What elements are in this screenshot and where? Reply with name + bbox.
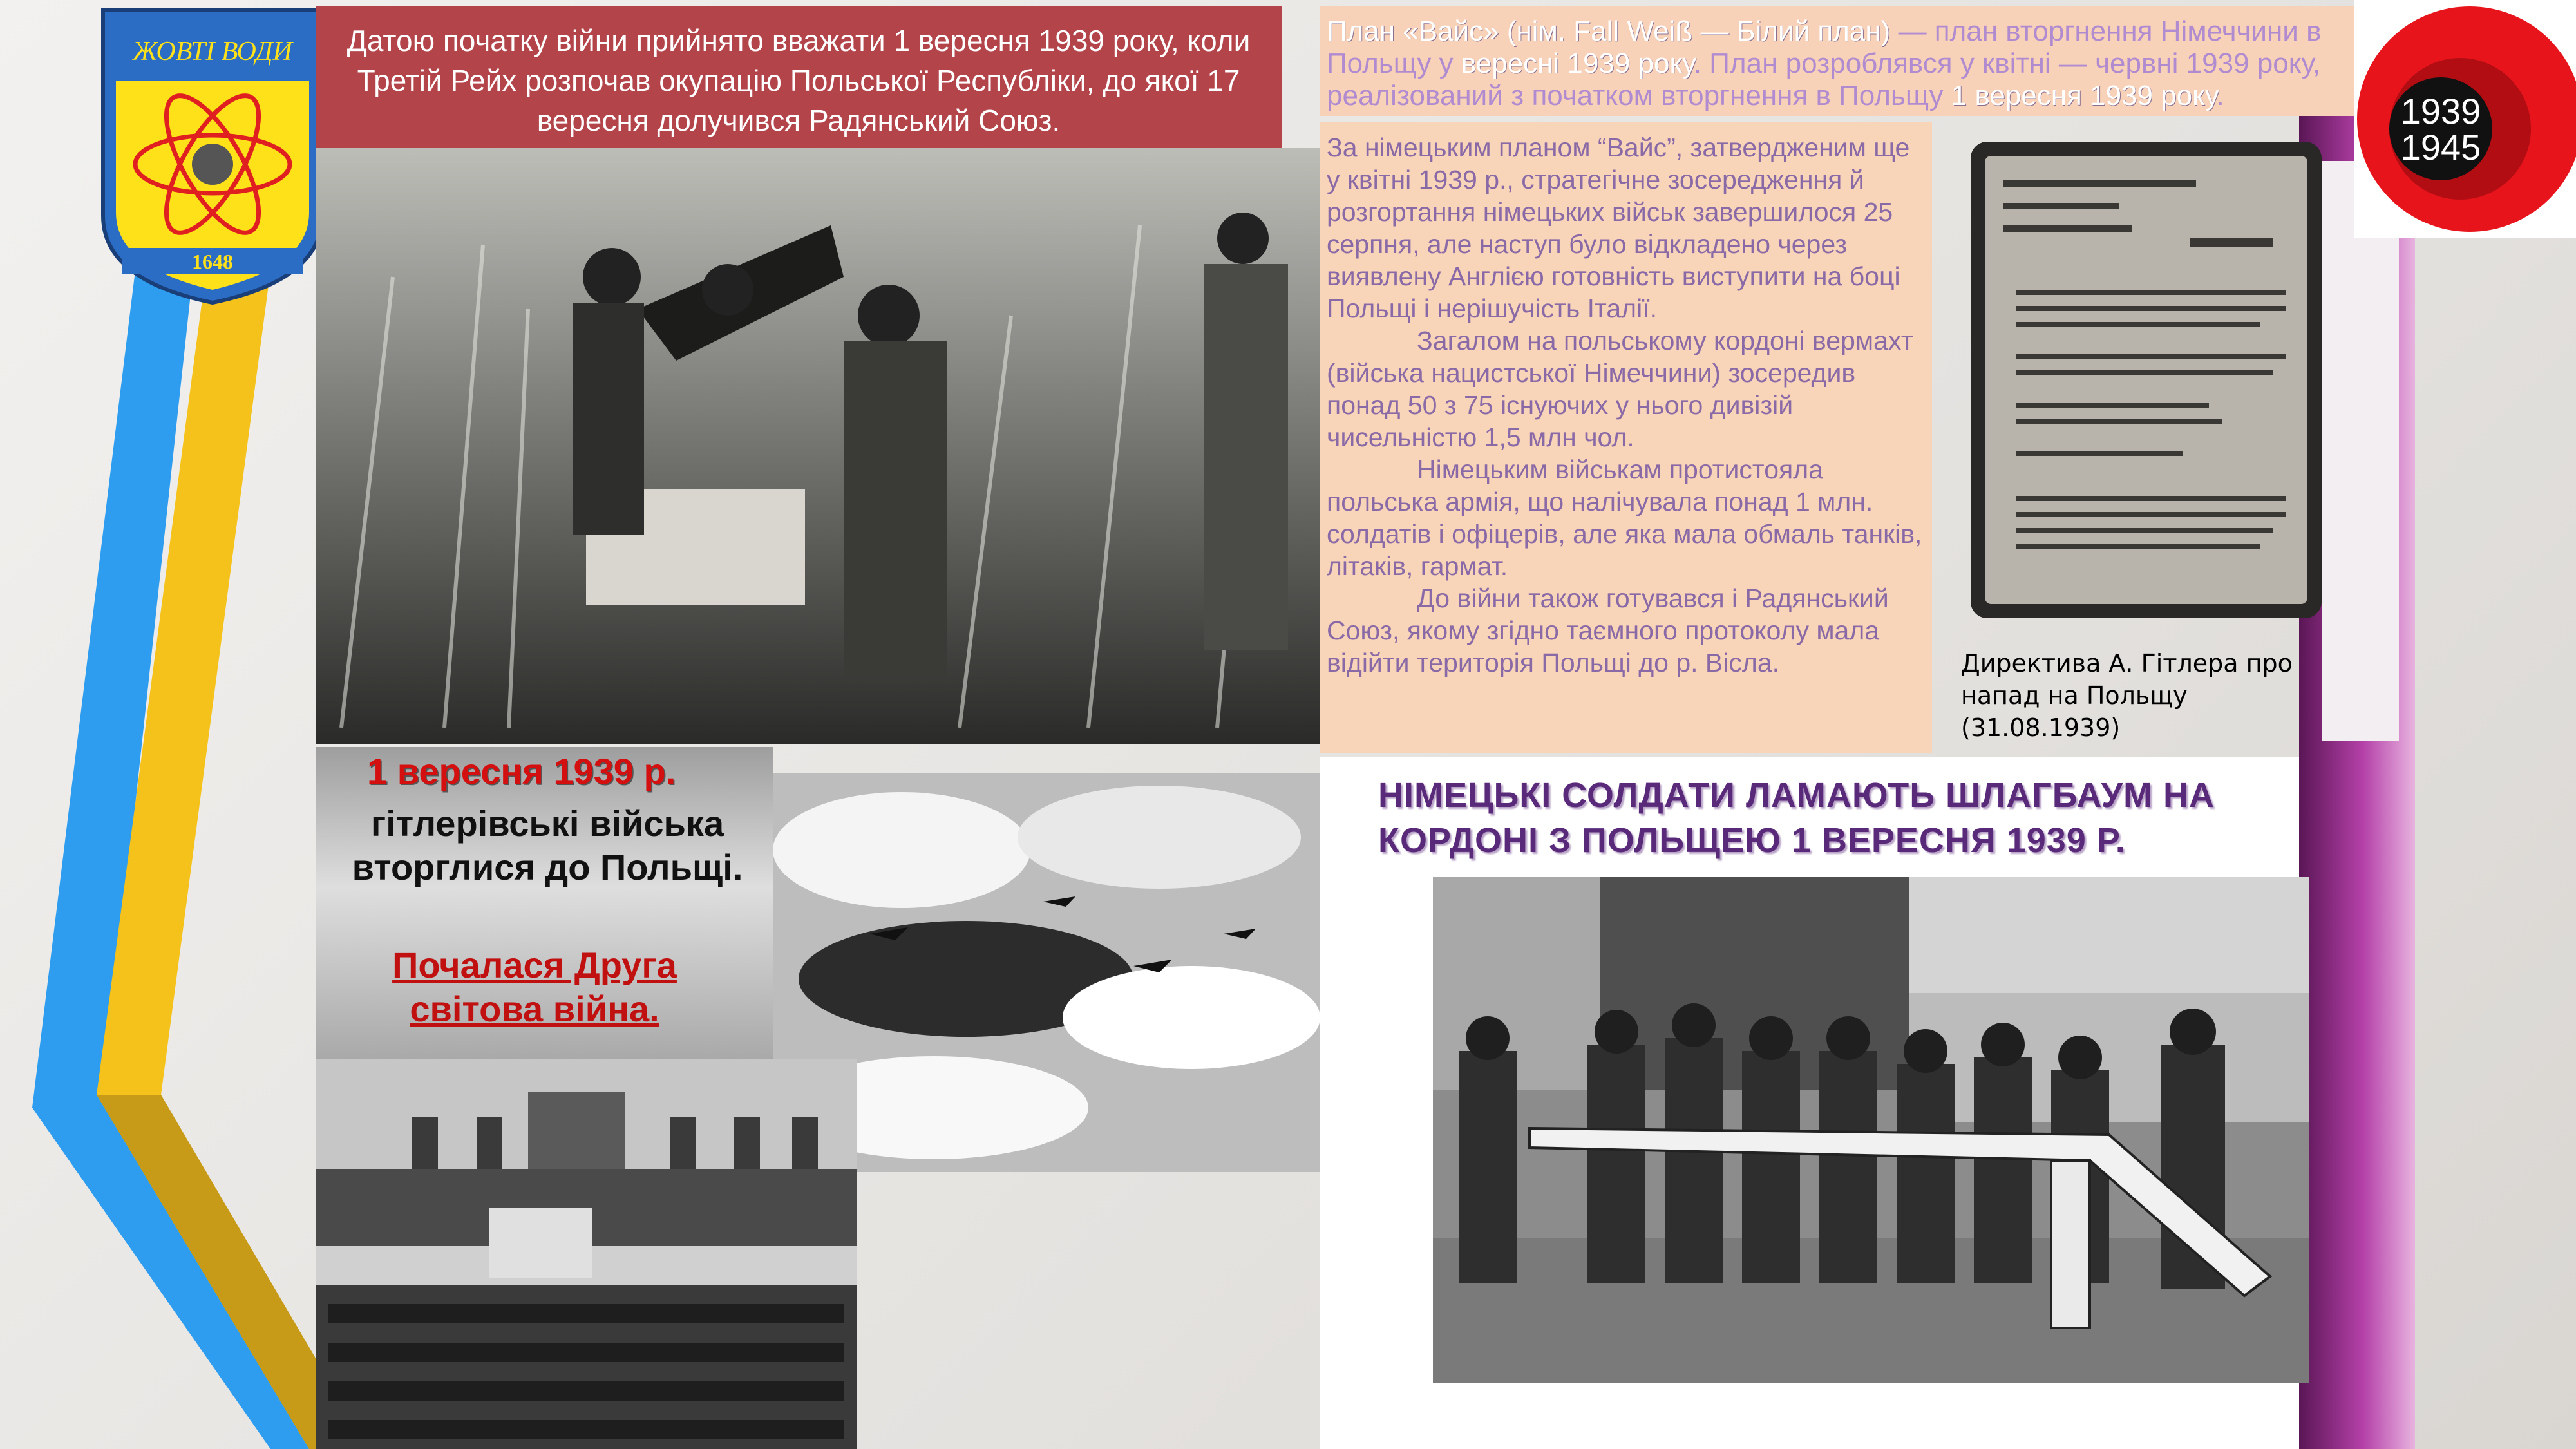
border-barrier-heading: НІМЕЦЬКІ СОЛДАТИ ЛАМАЮТЬ ШЛАГБАУМ НА КОРДОНІ З ПОЛЬЩЕЮ 1 ВЕРЕСНЯ 1939 Р.: [1378, 776, 2215, 860]
plan-header-highlight-1: вересні 1939 року: [1461, 48, 1694, 79]
hitler-directive-document-photo: [1971, 142, 2322, 618]
plan-paragraph-4: До війни також готувався і Радянський Союз, якому згідно таємного протоколу мала відійти територія Польщі до р. Вісла.: [1327, 583, 1889, 677]
plan-header-highlight-2: 1 вересня 1939 року: [1951, 80, 2217, 111]
invasion-text: гітлерівські війська вторглися до Польщі.: [352, 803, 743, 887]
plan-header-text-1: — план вторгнення Німеччини в Польщу у: [1327, 15, 2322, 79]
coat-year: 1648: [192, 250, 233, 273]
coat-town-name: ЖОВТІ ВОДИ: [133, 37, 292, 66]
plan-paragraph-3: Німецьким військам протистояла польська армія, що налічувала понад 1 млн. солдатів і офіцерів, але яка мала обмаль танків, літаків, гармат.: [1327, 455, 1922, 581]
coat-of-arms-emblem: [97, 3, 328, 306]
war-start-caption: Датою початку війни прийнято вважати 1 вересня 1939 року, коли Третій Рейх розпочав окупацію Польської Республіки, до якої 17 вересня долучився Радянський Союз.: [316, 6, 1282, 148]
logo-end-year: 1945: [2400, 127, 2481, 167]
plan-weiss-details: [1320, 122, 1932, 753]
plan-paragraph-2: Загалом на польському кордоні вермахт (війська нацистської Німеччини) зосередив понад 50 з 75 існуючих у нього дивізій чисельністю 1,5 млн чол.: [1327, 326, 1913, 452]
fall-weiss-header: [1320, 6, 2357, 116]
directive-caption: Директива А. Гітлера про напад на Польщу (31.08.1939): [1961, 649, 2293, 742]
plan-header-text-3: .: [2216, 80, 2224, 111]
war-began-link[interactable]: Почалася Друга світова війна.: [392, 945, 677, 1029]
ww2-years-logo: [2354, 0, 2576, 238]
logo-start-year: 1939: [2400, 91, 2481, 131]
plan-header-text-2: . План розроблявся у квітні — червні 1939 року, реалізований з початком вторгнення в Польщу: [1327, 48, 2321, 111]
artillery-soldiers-photo: [316, 148, 1320, 744]
soldiers-breaking-barrier-photo: [1433, 877, 2309, 1383]
invasion-date: 1 вересня 1939 р.: [367, 751, 676, 791]
plan-title: План «Вайс» (нім. Fall Weiß — Білий план): [1327, 15, 1891, 47]
plan-paragraph-1: За німецьким планом “Вайс”, затвердженим ще у квітні 1939 р., стратегічне зосередження й розгортання німецьких військ завершилося 25 серпня, але наступ було відкладено через виявлену Англією готовність виступити на боці Польщі і нерішучість Італії.: [1327, 133, 1910, 323]
parade-photo: [316, 1059, 857, 1449]
